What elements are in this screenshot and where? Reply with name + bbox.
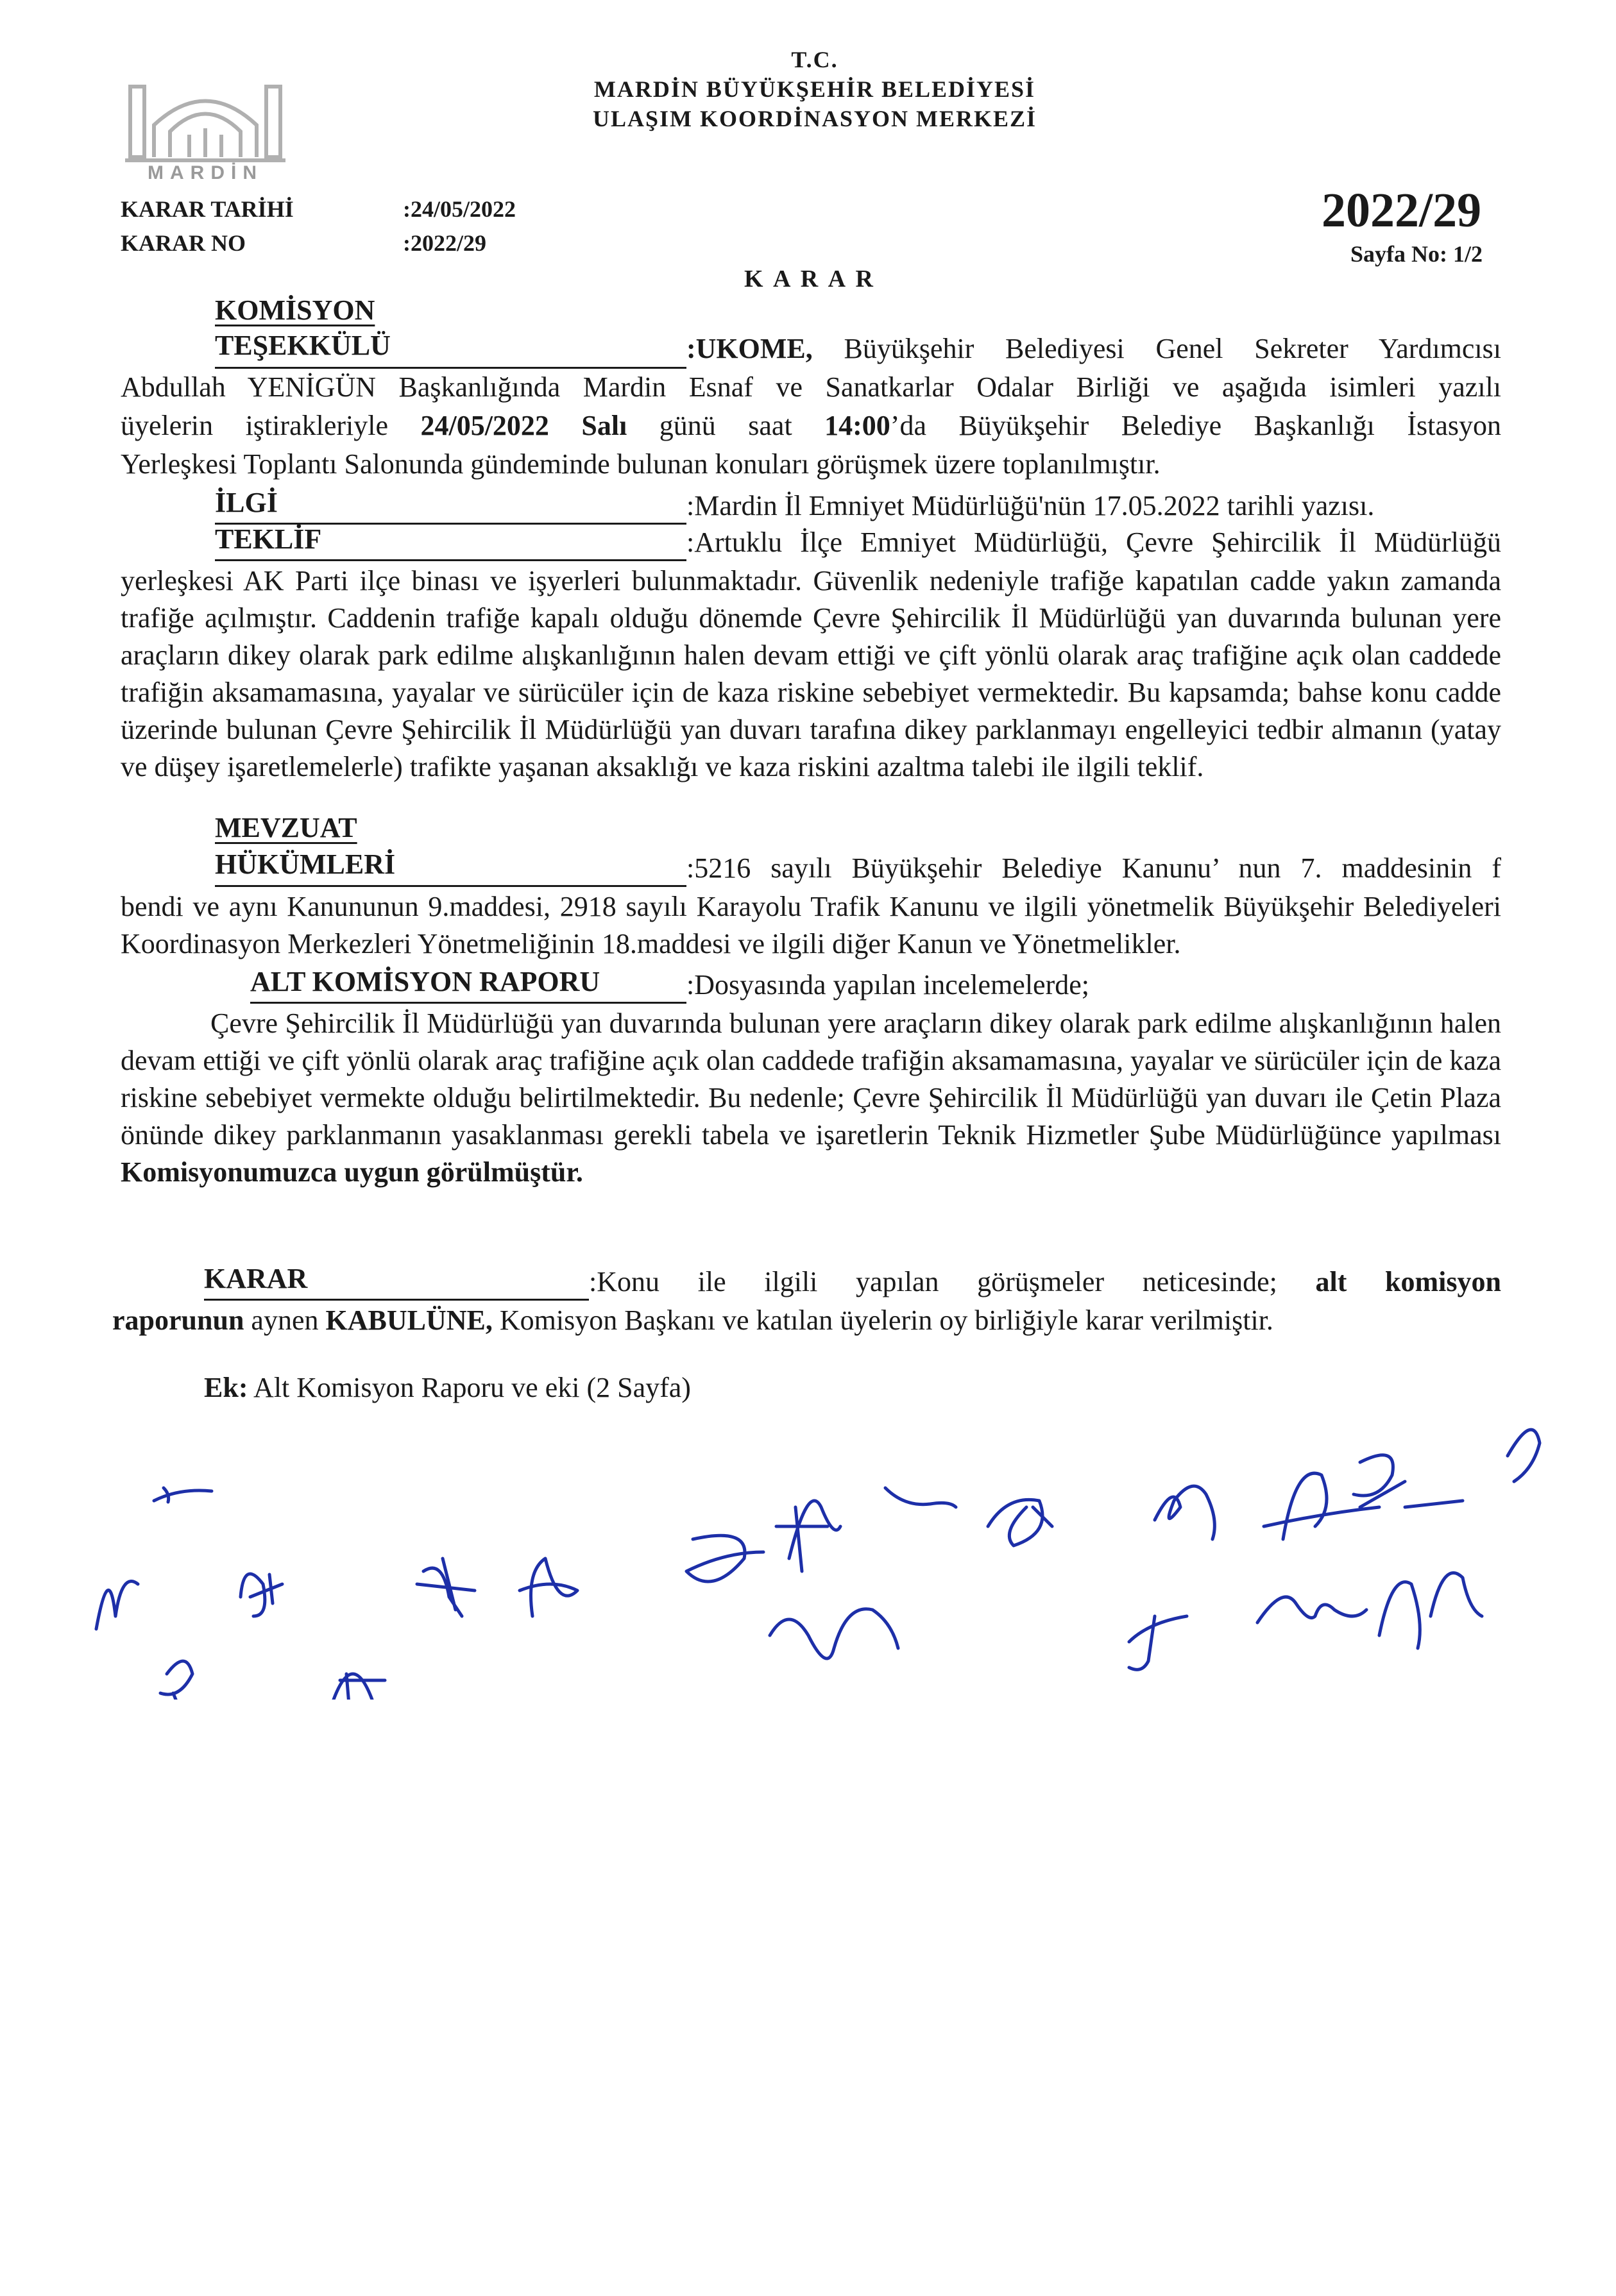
mardin-logo xyxy=(125,74,285,186)
ilgi-label: İLGİ xyxy=(215,487,278,518)
signature-14 xyxy=(1129,1616,1187,1669)
page-number: Sayfa No: 1/2 xyxy=(1350,241,1483,267)
signature-16 xyxy=(160,1661,192,1700)
alt-komisyon-body xyxy=(121,1005,1501,1191)
komisyon-line-3 xyxy=(121,407,1501,444)
teklif-first-line: :Artuklu İlçe Emniyet Müdürlüğü, Çevre Şehircilik İl Müdürlüğü xyxy=(686,527,1501,558)
signature-10 xyxy=(1155,1486,1214,1539)
komisyon-text-3a: üyelerin iştirakleriyle xyxy=(121,410,421,441)
signature-1 xyxy=(154,1488,212,1502)
komisyon-line-2: Abdullah YENİGÜN Başkanlığında Mardin Esnaf ve Sanatkarlar Odalar Birliği ve aşağıda isimleri yazılı xyxy=(121,371,1501,403)
signature-9 xyxy=(988,1499,1052,1546)
signature-12 xyxy=(1508,1430,1540,1481)
mevzuat-first-line: :5216 sayılı Büyükşehir Belediye Kanunu’ nun 7. maddesinin f xyxy=(686,852,1501,884)
signature-5 xyxy=(520,1558,577,1616)
signature-6 xyxy=(686,1535,763,1582)
komisyon-colon: :UKOME, xyxy=(686,333,813,364)
karar-label: KARAR xyxy=(204,1263,308,1294)
karar-first-line xyxy=(589,1263,1501,1301)
signature-15 xyxy=(1257,1573,1482,1649)
meeting-time: 14:00 xyxy=(824,410,890,441)
komisyon-text-3b: günü saat xyxy=(627,410,825,441)
meeting-date: 24/05/2022 Salı xyxy=(420,410,627,441)
document-title: K A R A R xyxy=(744,266,876,292)
karar-rule xyxy=(204,1299,589,1301)
komisyon-label-1: KOMİSYON xyxy=(215,294,375,326)
karar-text-2: aynen xyxy=(244,1304,326,1336)
decision-number-large: 2022/29 xyxy=(1322,183,1482,237)
date-value: :24/05/2022 xyxy=(403,196,516,222)
komisyon-text-3c: ’da Büyükşehir Belediye Başkanlığı İstasyon xyxy=(890,410,1501,441)
date-label: KARAR TARİHİ xyxy=(121,196,294,222)
alt-komisyon-label: ALT KOMİSYON RAPORU xyxy=(250,966,600,997)
header-tc: T.C. xyxy=(791,47,838,72)
mevzuat-rule xyxy=(215,885,686,887)
alt-komisyon-text: Çevre Şehircilik İl Müdürlüğü yan duvarında bulunan yere araçların dikey olarak park edilme alışkanlığının halen devam ettiği ve çift yönlü olarak araç trafiğine açık olan caddede trafiğin aksamamasına, yayalar ve sürücüler için de kaza riskine sebebiyet vermekte olduğu belirtilmektedir. Bu nedenle; Çevre Şehircilik İl Müdürlüğü yan duvarı ile Çetin Plaza önünde dikey parklanmanın yasaklanması gerekli tabela ve işaretlerin Teknik Hizmetler Şube Müdürlüğünce yapılması xyxy=(121,1008,1501,1151)
mevzuat-label-1: MEVZUAT xyxy=(215,812,357,843)
mevzuat-label-2: HÜKÜMLERİ xyxy=(215,848,396,880)
signature-17 xyxy=(334,1674,385,1700)
signature-4 xyxy=(417,1558,475,1616)
decision-no-label: KARAR NO xyxy=(121,230,246,256)
signatures-area xyxy=(0,1315,1616,1700)
karar-bold-3: KABULÜNE, xyxy=(325,1304,493,1336)
signature-8 xyxy=(885,1488,956,1507)
teklif-rule xyxy=(215,559,686,561)
signature-11 xyxy=(1264,1455,1463,1539)
mevzuat-body: bendi ve aynı Kanununun 9.maddesi, 2918 sayılı Karayolu Trafik Kanunu ve ilgili yönetmelik Büyükşehir Belediyeleri Koordinasyon Merkezleri Yönetmeliğinin 18.maddesi ve ilgili diğer Kanun ve Yönetmelikler. xyxy=(121,891,1501,959)
decision-no-value: :2022/29 xyxy=(403,230,486,256)
signature-13 xyxy=(770,1609,898,1659)
komisyon-line-4: Yerleşkesi Toplantı Salonunda gündeminde bulunan konuları görüşmek üzere toplanılmıştır. xyxy=(121,448,1161,480)
teklif-label: TEKLİF xyxy=(215,523,322,555)
komisyon-text-1: Büyükşehir Belediyesi Genel Sekreter Yardımcısı xyxy=(844,333,1501,364)
signature-2 xyxy=(96,1582,138,1629)
karar-text-1: :Konu ile ilgili yapılan görüşmeler neticesinde; xyxy=(589,1266,1277,1297)
signature-3 xyxy=(241,1574,282,1616)
teklif-body: yerleşkesi AK Parti ilçe binası ve işyerleri bulunmaktadır. Güvenlik nedeniyle trafiğe kapatılan cadde yakın zamanda trafiğe açılmıştır. Caddenin trafiğe kapalı olduğu dönemde Çevre Şehircilik İl Müdürlüğü yan duvarında bulunan yere araçların dikey olarak park edilme alışkanlığının halen devam ettiği ve çift yönlü olarak araç trafiğine açık olan caddede trafiğin aksamamasına, yayalar ve sürücüler için de kaza riskine sebebiyet vermektedir. Bu kapsamda; bahse konu cadde üzerinde bulunan Çevre Şehircilik İl Müdürlüğü yan duvarı tarafına dikey parklanmayı engelleyici tedbir almanın (yatay ve düşey işaretlemelerle) trafikte yaşanan aksaklığı ve kaza riskini azaltma talebi ile ilgili teklif. xyxy=(121,565,1501,782)
header-department: ULAŞIM KOORDİNASYON MERKEZİ xyxy=(592,106,1037,131)
karar-bold-1: alt komisyon xyxy=(1315,1266,1501,1297)
alt-komisyon-rule xyxy=(250,1002,686,1004)
komisyon-label-2: TEŞEKKÜLÜ xyxy=(215,330,391,361)
attachment-label: Ek: xyxy=(204,1372,248,1403)
karar-bold-2: raporunun xyxy=(112,1304,244,1336)
ilgi-text: :Mardin İl Emniyet Müdürlüğü'nün 17.05.2022 tarihli yazısı. xyxy=(686,490,1375,521)
attachment-text: Alt Komisyon Raporu ve eki (2 Sayfa) xyxy=(248,1372,691,1403)
alt-komisyon-first-line: :Dosyasında yapılan incelemelerde; xyxy=(686,969,1089,1000)
alt-komisyon-conclusion: Komisyonumuzca uygun görülmüştür. xyxy=(121,1156,583,1188)
header-institution: MARDİN BÜYÜKŞEHİR BELEDİYESİ xyxy=(593,76,1036,102)
logo-text: MARDİN xyxy=(148,162,263,183)
karar-text-3: Komisyon Başkanı ve katılan üyelerin oy birliğiyle karar verilmiştir. xyxy=(492,1304,1273,1336)
signature-7 xyxy=(776,1501,840,1571)
komisyon-line-1 xyxy=(686,330,1501,367)
